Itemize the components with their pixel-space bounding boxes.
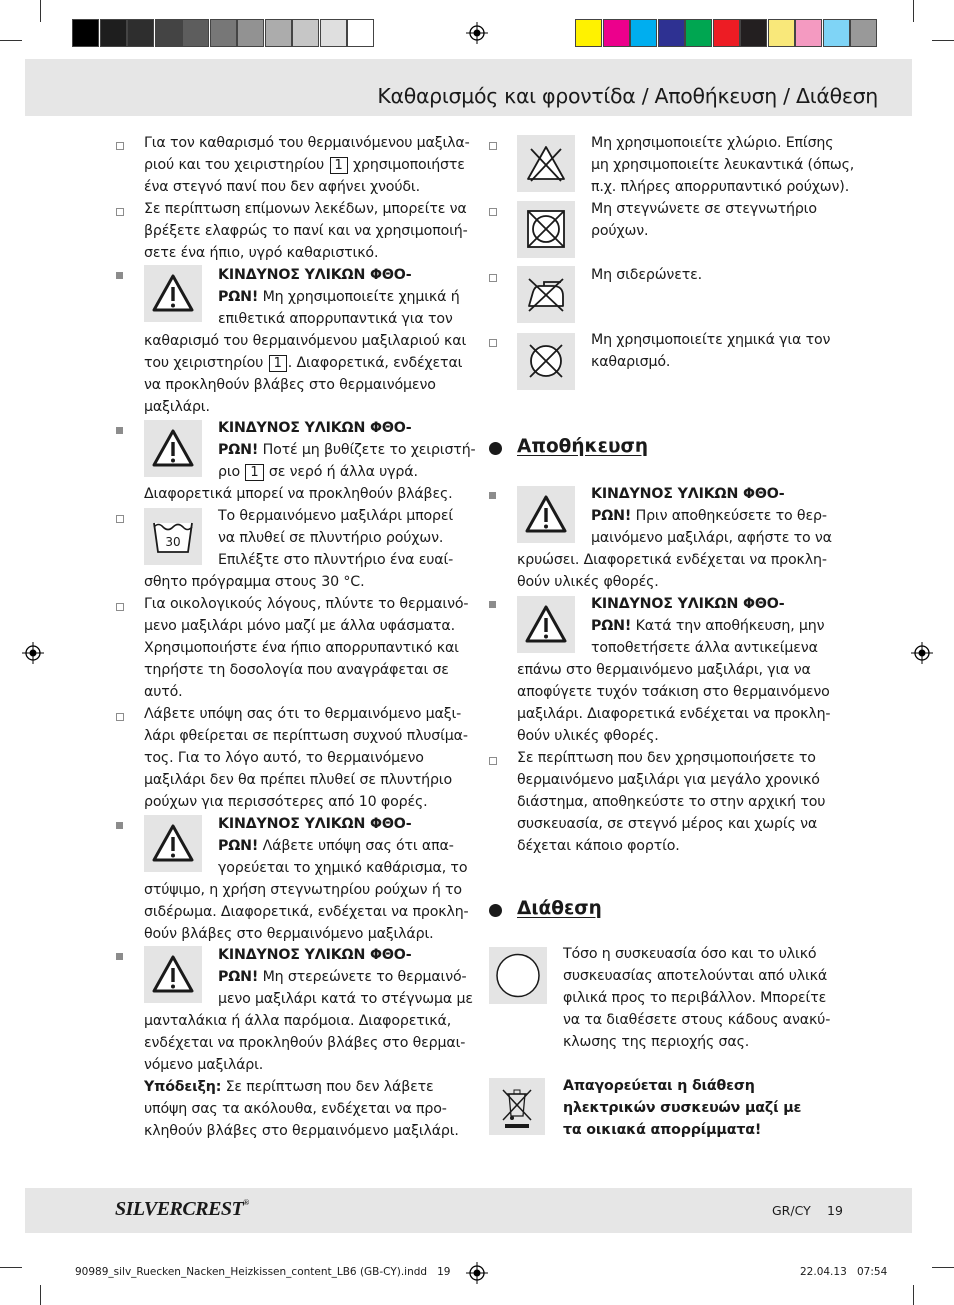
list-bullet [489,492,496,499]
text-line: μενο μαξιλάρι μόνο μαζί με άλλα υφάσματα. [144,618,455,634]
text-line: ΡΩΝ! Πριν αποθηκεύσετε το θερ- [591,508,827,524]
list-bullet [116,427,123,434]
gray-swatch [100,19,127,47]
color-swatch [850,19,877,47]
text-line: π.χ. πλήρες απορρυπαντικό ρούχων). [591,179,850,195]
text-line: μη χρησιμοποιείτε λευκαντικά (όπως, [591,157,855,173]
region-code: GR/CY [772,1203,811,1218]
gray-swatch [320,19,347,47]
note-line: Υπόδειξη: Σε περίπτωση που δεν λάβετε [144,1079,434,1095]
print-date: 22.04.13 [800,1266,847,1278]
text-line: ένα στεγνό πανί που δεν αφήνει χνούδι. [144,179,420,195]
warning-icon [517,596,575,653]
warning-icon [144,946,202,1003]
text-line: Επιλέξτε στο πλυντήριο ένα ευαί- [218,552,454,568]
text-line: μαξιλάρι. Διαφορετικά ενδέχεται να προκλη- [517,706,831,722]
page-title: Καθαρισμός και φροντίδα / Αποθήκευση / Διάθεση [377,84,878,108]
color-swatch [768,19,795,47]
text-line: τοποθετήσετε άλλα αντικείμενα [591,640,818,656]
registration-mark-icon [466,22,488,44]
color-swatch [658,19,685,47]
list-bullet [116,142,124,150]
text-line: φιλικά προς το περιβάλλον. Μπορείτε [563,990,827,1006]
list-bullet [116,713,124,721]
text-line: Διαφορετικά μπορεί να προκληθούν βλάβες. [144,486,453,502]
section-title-disposal: Διάθεση [517,898,602,919]
list-bullet [489,757,497,765]
brand-logo: SILVERCREST® [115,1198,249,1220]
text-line: Μη στεγνώνετε σε στεγνωτήριο [591,201,817,217]
warning-heading: ΚΙΝΔΥΝΟΣ ΥΛΙΚΩΝ ΦΘΟ- [218,420,412,436]
color-swatch [795,19,822,47]
text-line: Μη σιδερώνετε. [591,267,702,283]
list-bullet [116,603,124,611]
text-line: γορεύεται το χημικό καθάρισμα, το [218,860,468,876]
gray-swatch [182,19,209,47]
text-line: τηρήστε τη δοσολογία που αναγράφεται σε [144,662,449,678]
wash-30-icon [144,508,202,565]
color-swatch [685,19,712,47]
text-line: τος. Για το λόγο αυτό, το θερμαινόμενο [144,750,424,766]
text-line: νόμενο μαξιλάρι. [144,1057,264,1073]
text-line: λάρι φθείρεται σε περίπτωση συχνού πλυσίμα- [144,728,468,744]
text-line: Μη χρησιμοποιείτε χλώριο. Επίσης [591,135,834,151]
text-line: θερμαινόμενο μαξιλάρι για μεγάλο χρονικό [517,772,820,788]
color-swatch [713,19,740,47]
svg-text:30: 30 [165,535,181,549]
list-bullet [116,822,123,829]
text-line: καθαρισμό του θερμαινόμενου μαξιλαριού και [144,333,467,349]
text-line: Για τον καθαρισμό του θερμαινόμενου μαξιλα- [144,135,470,151]
crop-mark [913,0,914,22]
text-line: δέχεται κάποιο φορτίο. [517,838,680,854]
text-line: ρούχων. [591,223,649,239]
text-line: κληθούν βλάβες στο θερμαινόμενο μαξιλάρι. [144,1123,459,1139]
text-line: μαξιλάρι. [144,399,210,415]
crop-mark [932,40,954,41]
text-line: θούν βλάβες στο θερμαινόμενο μαξιλάρι. [144,926,434,942]
page-number: 19 [827,1203,843,1218]
text-line: ΡΩΝ! Μη στερεώνετε το θερμαινό- [218,969,467,985]
list-bullet [489,274,497,282]
text-line: σιδέρωμα. Διαφορετικά, ενδέχεται να προκλη- [144,904,469,920]
text-line: ριού και του χειριστηρίου 1 χρησιμοποιήστε [144,157,465,173]
text-line: ΡΩΝ! Λάβετε υπόψη σας ότι απα- [218,838,454,854]
weee-bin-icon [489,1078,545,1135]
list-bullet [116,208,124,216]
color-swatch [630,19,657,47]
file-info: 90989_silv_Ruecken_Nacken_Heizkissen_content_LB6 (GB-CY).indd 19 [75,1266,451,1278]
warning-icon [144,265,202,322]
text-line: Για οικολογικούς λόγους, πλύντε το θερμαινό- [144,596,469,612]
warning-heading: ΚΙΝΔΥΝΟΣ ΥΛΙΚΩΝ ΦΘΟ- [218,816,412,832]
text-line: κρυώσει. Διαφορετικά ενδέχεται να προκλη- [517,552,827,568]
warning-heading: ΚΙΝΔΥΝΟΣ ΥΛΙΚΩΝ ΦΘΟ- [218,267,412,283]
warning-icon [144,420,202,477]
registration-mark-icon [466,1262,488,1284]
text-line: συσκευασίας αποτελούνται από υλικά [563,968,828,984]
text-line: καθαρισμό. [591,354,671,370]
text-line: να προκληθούν βλάβες στο θερμαινόμενο [144,377,436,393]
list-bullet [489,142,497,150]
gray-swatch [72,19,99,47]
gray-swatch [155,19,182,47]
text-line: ρούχων για περισσότερες από 10 φορές. [144,794,428,810]
gray-swatch [292,19,319,47]
section-bullet [489,442,502,455]
text-line: Μη χρησιμοποιείτε χημικά για τον [591,332,831,348]
gray-swatch [127,19,154,47]
text-line: ριο 1 σε νερό ή άλλα υγρά. [218,464,418,480]
no-dry-clean-icon [517,333,575,390]
text-line: ΡΩΝ! Μη χρησιμοποιείτε χημικά ή [218,289,460,305]
section-title-storage: Αποθήκευση [517,436,649,457]
crop-mark [40,0,41,22]
text-line: μενο μαξιλάρι κατά το στέγνωμα με [218,991,473,1007]
text-line: να τα διαθέσετε στους κάδους ανακύ- [563,1012,831,1028]
no-tumble-dry-icon [517,201,575,258]
text-line: επιθετικά απορρυπαντικά για τον [218,311,453,327]
green-dot-icon [489,947,547,1004]
gray-swatch [347,19,374,47]
no-bleach-icon [517,135,575,192]
ref-number: 1 [269,355,287,372]
text-line: ηλεκτρικών συσκευών μαζί με [563,1100,802,1116]
text-line: Σε περίπτωση που δεν χρησιμοποιήσετε το [517,750,816,766]
warning-icon [144,815,202,872]
text-line: επάνω στο θερμαινόμενο μαξιλάρι, για να [517,662,811,678]
color-swatch [740,19,767,47]
text-line: διάστημα, αποθηκεύστε το στην αρχική του [517,794,826,810]
list-bullet [116,515,124,523]
text-line: σθητο πρόγραμμα στους 30 °C. [144,574,365,590]
gray-swatch [237,19,264,47]
text-line: να πλυθεί σε πλυντήριο ρούχων. [218,530,444,546]
crop-mark [40,1285,41,1305]
text-line: ΡΩΝ! Κατά την αποθήκευση, μην [591,618,825,634]
registration-mark-icon [22,642,44,664]
text-line: υπόψη σας τα ακόλουθα, ενδέχεται να προ- [144,1101,447,1117]
crop-mark [0,1267,22,1268]
text-line: Λάβετε υπόψη σας ότι το θερμαινόμενο μαξι- [144,706,462,722]
list-bullet [489,601,496,608]
text-line: βρέξετε ελαφρώς το πανί και να χρησιμοποιή- [144,223,468,239]
text-line: Τόσο η συσκευασία όσο και το υλικό [563,946,817,962]
text-line: συσκευασία, σε στεγνό μέρος και χωρίς να [517,816,818,832]
text-line: θούν υλικές φθορές. [517,728,659,744]
text-line: αυτό. [144,684,183,700]
color-swatch [823,19,850,47]
list-bullet [116,272,123,279]
ref-number: 1 [245,464,263,481]
list-bullet [489,208,497,216]
gray-swatch [265,19,292,47]
text-line: Απαγορεύεται η διάθεση [563,1078,755,1094]
ref-number: 1 [330,157,348,174]
crop-mark [0,40,22,41]
crop-mark [932,1267,954,1268]
registration-mark-icon [911,642,933,664]
text-line: ενδέχεται να προκληθούν βλάβες στο θερμαι- [144,1035,466,1051]
section-bullet [489,904,502,917]
gray-swatch [210,19,237,47]
text-line: θούν υλικές φθορές. [517,574,659,590]
warning-heading: ΚΙΝΔΥΝΟΣ ΥΛΙΚΩΝ ΦΘΟ- [591,486,785,502]
color-swatch [575,19,602,47]
text-line: κλωσης της περιοχής σας. [563,1034,750,1050]
no-iron-icon [517,266,575,323]
text-line: Το θερμαινόμενο μαξιλάρι μπορεί [218,508,454,524]
warning-heading: ΚΙΝΔΥΝΟΣ ΥΛΙΚΩΝ ΦΘΟ- [591,596,785,612]
text-line: Σε περίπτωση επίμονων λεκέδων, μπορείτε να [144,201,467,217]
text-line: μαινόμενο μαξιλάρι, αφήστε το να [591,530,832,546]
text-line: αποφύγετε τυχόν τσάκιση στο θερμαινόμενο [517,684,830,700]
text-line: στύψιμο, η χρήση στεγνωτηρίου ρούχων ή το [144,882,462,898]
text-line: μανταλάκια ή άλλα παρόμοια. Διαφορετικά, [144,1013,452,1029]
color-swatch [603,19,630,47]
text-line: σετε ένα ήπιο, υγρό καθαριστικό. [144,245,379,261]
list-bullet [116,953,123,960]
text-line: ΡΩΝ! Ποτέ μη βυθίζετε το χειριστή- [218,442,476,458]
crop-mark [913,1285,914,1305]
text-line: μαξιλάρι δεν θα πρέπει πλυθεί σε πλυντήριο [144,772,452,788]
text-line: Χρησιμοποιήστε ένα ήπιο απορρυπαντικό και [144,640,459,656]
text-line: τα οικιακά απορρίμματα! [563,1122,762,1138]
print-time: 07:54 [857,1266,888,1278]
warning-heading: ΚΙΝΔΥΝΟΣ ΥΛΙΚΩΝ ΦΘΟ- [218,947,412,963]
list-bullet [489,339,497,347]
text-line: του χειριστηρίου 1 . Διαφορετικά, ενδέχεται [144,355,463,371]
warning-icon [517,486,575,543]
